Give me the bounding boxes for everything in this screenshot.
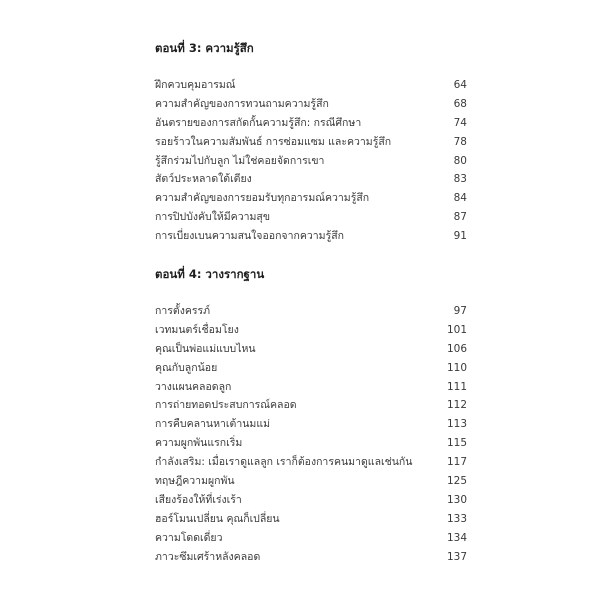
toc-entry-title: วางแผนคลอดลูก [155,380,232,393]
toc-entry-title: การถ่ายทอดประสบการณ์คลอด [155,399,297,412]
toc-entry-title: กำลังเสริม: เมื่อเราดูแลลูก เราก็ต้องการคนมาดูแลเช่นกัน [155,456,413,469]
toc-entry-title: ภาวะซึมเศร้าหลังคลอด [155,550,261,563]
toc-entry-page: 101 [446,323,467,336]
toc-entry [155,340,467,359]
toc-entry-title: ความผูกพันแรกเริ่ม [155,437,243,450]
toc-entry-page: 64 [453,79,467,91]
toc-entry-page: 83 [453,173,467,186]
toc-entry [155,359,467,378]
toc-entry-title: ความโดดเดี่ยว [155,531,223,544]
toc-entry-title: สัตว์ประหลาดใต้เตียง [155,173,252,186]
toc-entry [155,189,467,208]
toc-entry-page: 87 [453,211,467,224]
toc-entry-page: 111 [446,380,467,393]
toc-entry [155,95,467,114]
toc-entry-title: ทฤษฎีความผูกพัน [155,475,235,488]
toc-entry-title: คุณเป็นพ่อแม่แบบไหน [155,342,256,355]
toc-entry [155,396,467,415]
toc-entry-page: 112 [446,399,467,412]
toc-entry-page: 74 [453,116,467,129]
section-title-3: ตอนที่ 3: ความรู้สึก [155,41,254,55]
toc-entry-title: ความสำคัญของการทวนถามความรู้สึก [155,97,329,110]
toc-entry-title: ความสำคัญของการยอมรับทุกอารมณ์ความรู้สึก [155,192,370,205]
toc-entry-page: 113 [446,418,467,431]
toc-entry-title: คุณกับลูกน้อย [155,361,218,374]
toc-entry [155,170,467,189]
toc-entry [155,510,467,529]
toc-entry-page: 84 [453,192,467,205]
toc-entry [155,114,467,133]
toc-entry-page: 68 [453,97,467,110]
toc-entry-page: 134 [446,531,467,544]
toc-list-section-4 [155,302,467,566]
toc-entry [155,491,467,510]
toc-entry-page: 137 [446,550,467,563]
toc-entry [155,133,467,152]
toc-entry-page: 91 [453,230,467,243]
toc-entry [155,415,467,434]
toc-entry [155,302,467,321]
toc-list-section-3 [155,76,467,246]
toc-entry [155,76,467,95]
toc-entry-page: 80 [453,154,467,167]
section-title-4: ตอนที่ 4: วางรากฐาน [155,267,265,281]
toc-entry-page: 115 [446,437,467,450]
toc-entry-page: 97 [453,305,467,317]
toc-entry-page: 130 [446,493,467,506]
toc-entry-page: 133 [446,512,467,525]
toc-entry [155,453,467,472]
toc-entry-title: รู้สึกร่วมไปกับลูก ไม่ใช่คอยจัดการเขา [155,154,325,167]
toc-entry [155,321,467,340]
toc-entry [155,472,467,491]
toc-entry-page: 78 [453,135,467,148]
toc-entry-title: ฝึกควบคุมอารมณ์ [155,79,236,91]
toc-entry [155,208,467,227]
toc-entry-title: การเบี่ยงเบนความสนใจออกจากความรู้สึก [155,230,344,243]
toc-entry-title: การตั้งครรภ์ [155,305,211,317]
toc-entry-page: 106 [446,342,467,355]
toc-entry-title: รอยร้าวในความสัมพันธ์ การซ่อมแซม และความรู้สึก [155,135,392,148]
toc-entry-page: 125 [446,475,467,488]
toc-entry [155,378,467,397]
toc-entry [155,434,467,453]
toc-entry-title: การปิปบังคับให้มีความสุข [155,211,270,224]
toc-entry-page: 117 [446,456,467,469]
toc-entry [155,227,467,246]
toc-entry-title: เสียงร้องให้ที่เร่งเร้า [155,493,242,506]
toc-entry-page: 110 [446,361,467,374]
toc-entry [155,529,467,548]
toc-entry-title: การคืบคลานหาเต้านมแม่ [155,418,271,431]
toc-entry-title: อันตรายของการสกัดกั้นความรู้สึก: กรณีศึกษา [155,116,362,129]
toc-entry-title: ฮอร์โมนเปลี่ยน คุณก็เปลี่ยน [155,512,280,525]
toc-entry-title: เวทมนตร์เชื่อมโยง [155,323,239,336]
toc-entry [155,152,467,171]
toc-entry [155,548,467,567]
